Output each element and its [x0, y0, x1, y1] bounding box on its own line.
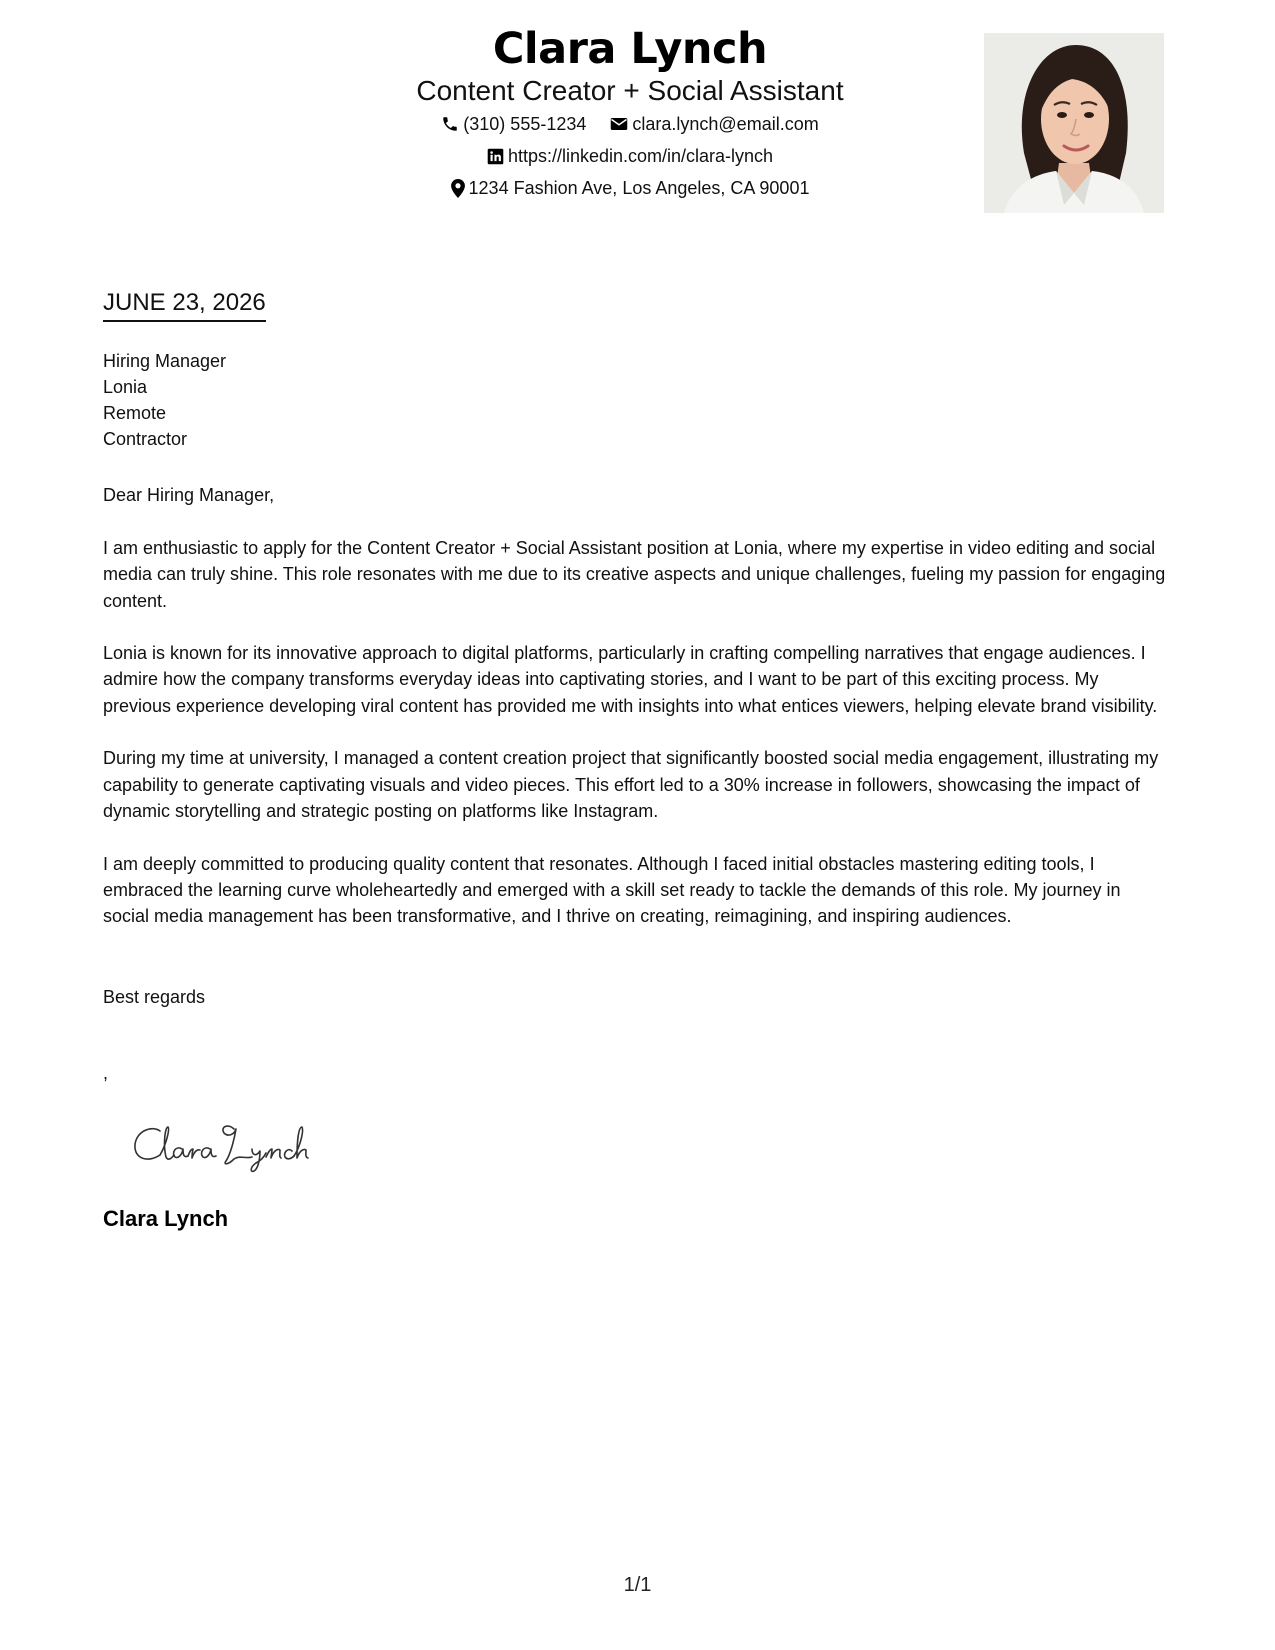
contact-row-phone-email: [300, 108, 960, 140]
contact-row-linkedin: [300, 140, 960, 172]
applicant-title: Content Creator + Social Assistant: [416, 75, 844, 106]
recipient-line: Contractor: [103, 429, 188, 449]
linkedin-link[interactable]: https://linkedin.com/in/clara-lynch: [507, 146, 774, 166]
handwritten-signature: [130, 1115, 340, 1175]
email-link[interactable]: clara.lynch@email.com: [632, 114, 819, 134]
address-text: 1234 Fashion Ave, Los Angeles, CA 90001: [468, 178, 810, 198]
closing-line: Best regards: [103, 987, 206, 1007]
recipient-line: Remote: [103, 403, 167, 423]
letter-body: [103, 535, 1168, 956]
letter-date: JUNE 23, 2026: [103, 288, 266, 322]
salutation: Dear Hiring Manager,: [103, 485, 275, 505]
recipient-block: [103, 348, 226, 452]
map-pin-icon: [451, 179, 465, 198]
linkedin-icon: [487, 148, 504, 165]
phone-text: (310) 555-1234: [463, 114, 587, 134]
signer-name: Clara Lynch: [103, 1206, 229, 1231]
body-paragraph: During my time at university, I managed a content creation project that significantly boosted social media engagement, illustrating my capability to generate captivating visuals and video pieces. This effort led to a 30% increase in followers, showcasing the impact of dynamic storytelling and strategic posting on platforms like Instagram.: [103, 748, 1159, 821]
profile-photo: [984, 33, 1164, 213]
contact-phone: [441, 108, 586, 140]
body-paragraph: Lonia is known for its innovative approach to digital platforms, particularly in crafting compelling narratives that engage audiences. I admire how the company transforms everyday ideas into captivating stories, and I want to be part of this exciting process. My previous experience developing viral content has provided me with insights into what entices viewers, helping elevate brand visibility.: [103, 643, 1158, 716]
recipient-line: Hiring Manager: [103, 351, 227, 371]
closing-comma: ,: [103, 1063, 109, 1083]
page-number: 1/1: [623, 1574, 652, 1596]
contact-row-address: [300, 172, 960, 204]
contact-address: [451, 172, 810, 204]
recipient-line: Lonia: [103, 377, 148, 397]
resume-header: [300, 22, 960, 204]
envelope-icon: [610, 116, 628, 132]
contact-linkedin[interactable]: [487, 140, 773, 172]
body-paragraph: I am deeply committed to producing quality content that resonates. Although I faced initial obstacles mastering editing tools, I embraced the learning curve wholeheartedly and emerged with a skill set ready to tackle the demands of this role. My journey in social media management has been transformative, and I thrive on creating, reimagining, and inspiring audiences.: [103, 853, 1121, 927]
body-paragraph: I am enthusiastic to apply for the Content Creator + Social Assistant position at Lonia, where my expertise in video editing and social media can truly shine. This role resonates with me due to its creative aspects and unique challenges, fueling my passion for engaging content.: [103, 538, 1166, 611]
applicant-name: Clara Lynch: [492, 24, 768, 74]
phone-icon: [441, 115, 459, 133]
contact-email[interactable]: [610, 108, 818, 140]
